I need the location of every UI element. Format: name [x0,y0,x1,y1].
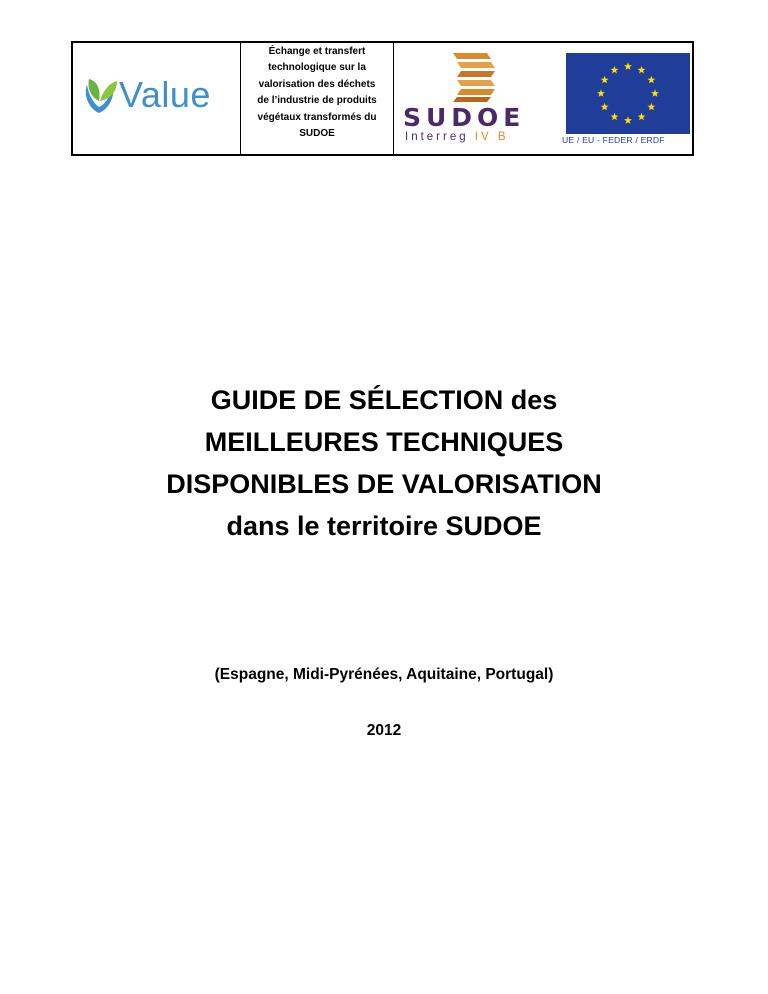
title-line: dans le territoire SUDOE [226,511,542,541]
sudoe-emblem-icon [447,51,507,103]
sudoe-logo [403,51,551,143]
sudoe-interreg-text: Interreg [405,131,475,143]
title-line: MEILLEURES TECHNIQUES [204,427,564,457]
project-description-line: Échange et transfert [268,46,366,57]
project-description-line: valorisation des déchets [258,78,376,90]
value-logo-cell [73,43,241,154]
value-logo [81,71,233,119]
project-description-line: végétaux transformés du [257,111,377,123]
sudoe-logo-text: SUDOE [403,103,526,132]
regions-subtitle: (Espagne, Midi-Pyrénées, Aquitaine, Portugal) [214,666,554,683]
project-description-line: technologique sur la [268,62,366,74]
value-logo-text: Value [119,74,211,115]
title-line: GUIDE DE SÉLECTION des [210,385,558,415]
document-year: 2012 [366,722,402,739]
eu-flag-icon [566,53,690,134]
eu-flag-caption: UE / EU - FEDER / ERDF [562,135,665,145]
leaf-swirl-icon [81,71,119,119]
project-description-line: SUDOE [299,128,335,140]
sudoe-logo-subtitle [405,131,555,143]
document-title [0,379,768,547]
partner-logos-cell [394,43,692,154]
project-description-cell [241,43,394,154]
project-description [242,44,392,142]
header-logo-table [71,41,694,156]
sudoe-ivb-text: IV B [474,131,509,143]
title-line: DISPONIBLES DE VALORISATION [166,469,602,499]
project-description-line: de l’industrie de produits [257,95,377,107]
